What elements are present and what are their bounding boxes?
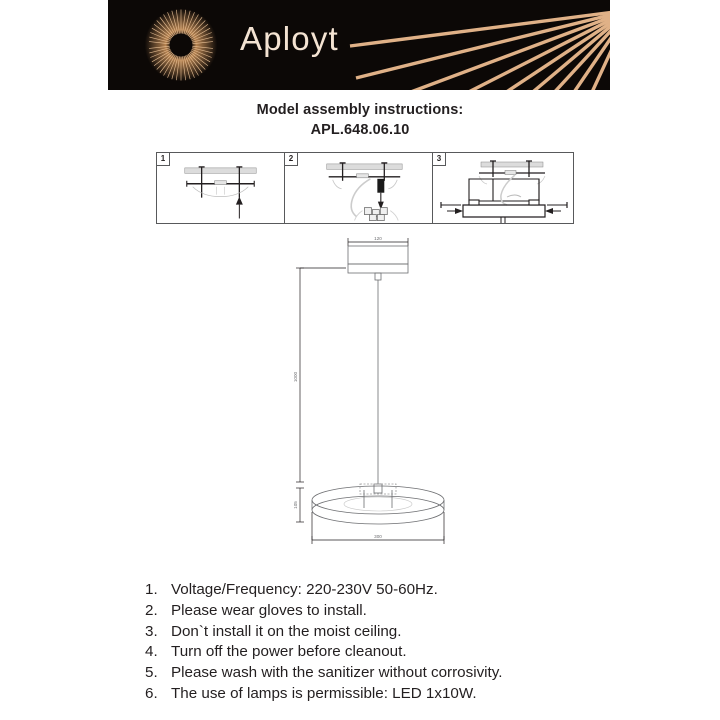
list-item-number: 4. [145,643,158,661]
list-item-text: Turn off the power before cleanout. [171,643,407,661]
list-item-number: 5. [145,664,158,682]
assembly-step-1 [157,153,285,223]
list-item [145,622,665,643]
list-item-text: The use of lamps is permissible: LED 1x10W. [171,684,477,702]
connect-wiring-diagram [285,153,432,223]
sunburst-logo-icon [144,8,218,82]
list-item [145,663,665,684]
step-number: 2 [285,153,298,166]
step-number: 1 [157,153,170,166]
canopy-width-label: 120 [374,236,382,241]
pendant-lamp-dimension-drawing [280,232,480,552]
list-item-number: 1. [145,581,158,598]
page-title [0,100,720,140]
shade-height-label: 105 [293,501,298,509]
list-item [145,580,665,601]
list-item-text: Don`t install it on the moist ceiling. [171,622,402,640]
attach-fixture-body-diagram [433,153,573,223]
cord-length-label: 1000 [293,371,298,383]
list-item-number: 3. [145,622,158,640]
list-item-text: Please wash with the sanitizer without corrosivity. [171,664,503,682]
header-banner [108,0,610,90]
assembly-step-2 [285,153,433,223]
assembly-step-3 [433,153,573,223]
list-item-text: Voltage/Frequency: 220-230V 50-60Hz. [171,581,438,598]
shade-diameter-label: 300 [374,534,382,539]
instructions-list [145,580,665,705]
radial-rays-icon [330,0,610,90]
list-item [145,684,665,705]
list-item-number: 6. [145,684,158,702]
list-item [145,601,665,622]
step-number: 3 [433,153,446,166]
assembly-steps [156,152,574,224]
mount-bracket-to-ceiling-diagram [157,153,284,223]
title-line-2: APL.648.06.10 [310,122,410,138]
brand-name: Aployt [240,20,339,57]
list-item [145,642,665,663]
list-item-number: 2. [145,601,158,619]
list-item-text: Please wear gloves to install. [171,601,367,619]
title-line-1: Model assembly instructions: [256,102,464,118]
